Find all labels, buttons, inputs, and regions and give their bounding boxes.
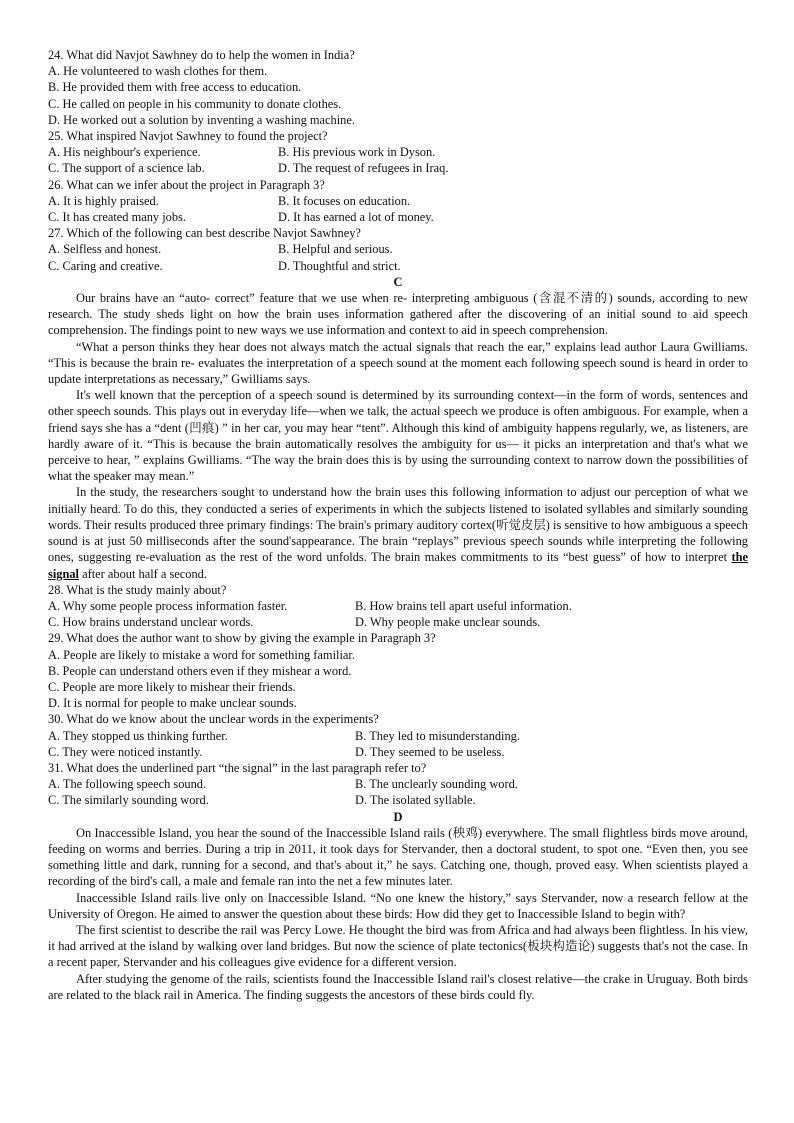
c-paragraph-4-text: In the study, the researchers sought to understand how the brain uses this following information to adjust our perception of what we initially heard. To do this, they conducted a series of experiments in which the subjects listened to isolated syllables and similarly sounding words. Their results produced three primary findings: The brain's primary auditory cortex(听觉皮层) is sensitive to how ambiguous a speech sound is at just 50 milliseconds after the sound'sappearance. The brain “replays” previous speech sounds while interpreting the following ones, suggesting re-evaluation as the rest of the word unfolds. The brain makes commitments to its “best guess” of how to interpret [48,485,748,565]
q30-option-a: A. They stopped us thinking further. [48,728,228,743]
q24-option-c: C. He called on people in his community to donate clothes. [48,96,342,111]
q27-options-row2 [48,258,748,274]
q27-options-row1 [48,241,748,257]
q28-options-row2 [48,614,748,630]
q30-options-row1 [48,728,748,744]
q31-options-row2 [48,792,748,808]
q27-option-c: C. Caring and creative. [48,258,163,273]
q31-option-b: B. The unclearly sounding word. [355,777,518,792]
q31-option-d: D. The isolated syllable. [355,793,476,808]
section-heading-c: C [393,274,403,289]
q26-option-c: C. It has created many jobs. [48,210,186,225]
q24-option-a: A. He volunteered to wash clothes for them. [48,64,268,79]
q24-option-d: D. He worked out a solution by inventing a washing machine. [48,112,355,127]
underlined-phrase: the signal [48,550,748,581]
q30-options-row2 [48,744,748,760]
q29-option-b: B. People can understand others even if they mishear a word. [48,663,352,678]
d-paragraph-1: On Inaccessible Island, you hear the sound of the Inaccessible Island rails (秧鸡) everywhere. The small flightless birds move around, feeding on worms and berries. During a trip in 2011, it took days for Stervander, then a doctoral student, to spot one. “Even then, you see something little and dark, running for a second, and that's about it,” he says. Catching one, though, proved easy. When scientists played a recording of the bird's call, a male and female ran into the net a few minutes later. [48,825,748,889]
q25-option-d: D. The request of refugees in Iraq. [278,161,449,176]
q28-options-row1 [48,598,748,614]
q28-option-c: C. How brains understand unclear words. [48,615,254,630]
q28-option-d: D. Why people make unclear sounds. [355,615,541,630]
c-paragraph-4-end: after about half a second. [79,566,207,581]
d-paragraph-2: Inaccessible Island rails live only on Inaccessible Island. “No one knew the history,” says Stervander, now a research fellow at the University of Oregon. He aimed to answer the question about these birds: How did they get to Inaccessible Island to begin with? [48,890,748,921]
q27-option-b: B. Helpful and serious. [278,242,393,257]
q25-options-row1 [48,144,748,160]
q28-stem: 28. What is the study mainly about? [48,582,227,597]
c-paragraph-2: “What a person thinks they hear does not always match the actual signals that reach the ear,” explains lead author Laura Gwilliams. “This is because the brain re- evaluates the interpretation of a speech sound at the moment each following speech sound is heard in order to update interpretations as necessary,” Gwilliams says. [48,339,748,387]
d-paragraph-4: After studying the genome of the rails, scientists found the Inaccessible Island rail's closest relative—the crake in Uruguay. Both birds are related to the black rail in America. The finding suggests the ancestors of these birds could fly. [48,971,748,1002]
c-paragraph-1: Our brains have an “auto- correct” feature that we use when re- interpreting ambiguous (含混不清的) sounds, according to new research. The study sheds light on how the brain uses information gathered after the discovering of an initial sound to aid speech comprehension. The findings point to new ways we use information and context to aid in speech comprehension. [48,291,748,338]
q24-option-b: B. He provided them with free access to education. [48,80,302,95]
exam-page [48,47,748,1003]
q31-options-row1 [48,776,748,792]
c-paragraph-3: It's well known that the perception of a speech sound is determined by its surrounding context—in the form of words, sentences and other speech sounds. This plays out in everyday life—when we talk, the actual speech we produce is often ambiguous. For example, when a friend says she has a “dent (凹痕) ” in her car, you may hear “tent”. Although this kind of ambiguity happens regularly, we, as listeners, are hardly aware of it. “This is because the brain automatically resolves the ambiguity for us— it picks an interpretation and that's what we perceive to hear, ” explains Gwilliams. “The way the brain does this is by using the surrounding context to narrow down the possibilities of what the speaker may mean.” [48,388,748,484]
q27-stem: 27. Which of the following can best describe Navjot Sawhney? [48,226,361,241]
q26-option-b: B. It focuses on education. [278,193,411,208]
q27-option-a: A. Selfless and honest. [48,242,162,257]
q25-option-b: B. His previous work in Dyson. [278,145,436,160]
q30-option-c: C. They were noticed instantly. [48,744,203,759]
q25-option-c: C. The support of a science lab. [48,161,205,176]
q26-options-row2 [48,209,748,225]
q29-option-d: D. It is normal for people to make unclear sounds. [48,696,297,711]
q25-stem: 25. What inspired Navjot Sawhney to found the project? [48,129,328,144]
q28-option-a: A. Why some people process information faster. [48,598,288,613]
q31-option-a: A. The following speech sound. [48,777,207,792]
q30-option-b: B. They led to misunderstanding. [355,728,520,743]
q26-option-d: D. It has earned a lot of money. [278,210,434,225]
q29-option-c: C. People are more likely to mishear their friends. [48,679,296,694]
q26-stem: 26. What can we infer about the project in Paragraph 3? [48,177,325,192]
q29-option-a: A. People are likely to mistake a word for something familiar. [48,647,355,662]
q28-option-b: B. How brains tell apart useful information. [355,598,572,613]
section-heading-d: D [393,809,403,824]
q29-stem: 29. What does the author want to show by giving the example in Paragraph 3? [48,631,436,646]
q31-option-c: C. The similarly sounding word. [48,793,209,808]
q25-options-row2 [48,160,748,176]
q26-options-row1 [48,193,748,209]
q27-option-d: D. Thoughtful and strict. [278,258,401,273]
q31-stem: 31. What does the underlined part “the signal” in the last paragraph refer to? [48,760,427,775]
q30-option-d: D. They seemed to be useless. [355,744,505,759]
q25-option-a: A. His neighbour's experience. [48,145,201,160]
q30-stem: 30. What do we know about the unclear words in the experiments? [48,712,379,727]
c-paragraph-4 [48,484,748,581]
d-paragraph-3: The first scientist to describe the rail was Percy Lowe. He thought the bird was from Africa and had always been flightless. In his view, it had arrived at the island by walking over land bridges. But now the science of plate tectonics(板块构造论) suggests that's not the case. In a recent paper, Stervander and his colleagues give evidence for a different version. [48,922,748,970]
q24-stem: 24. What did Navjot Sawhney do to help the women in India? [48,48,355,62]
q26-option-a: A. It is highly praised. [48,193,159,208]
